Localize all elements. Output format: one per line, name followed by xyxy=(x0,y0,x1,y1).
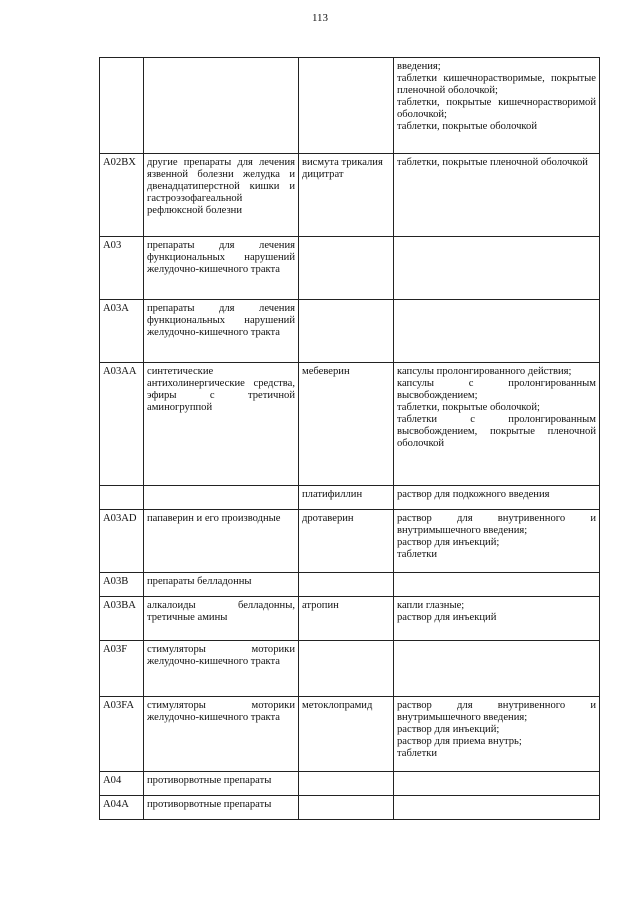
inn-cell xyxy=(299,796,394,820)
forms-cell xyxy=(394,300,600,363)
forms-cell xyxy=(394,237,600,300)
group-cell: препараты для лечения функциональных нарушений желудочно-кишечного тракта xyxy=(144,237,299,300)
code-cell: A03BA xyxy=(100,597,144,641)
group-cell: противорвотные препараты xyxy=(144,796,299,820)
inn-cell xyxy=(299,237,394,300)
inn-cell xyxy=(299,573,394,597)
inn-cell: мебеверин xyxy=(299,363,394,486)
inn-cell xyxy=(299,641,394,697)
forms-cell xyxy=(394,573,600,597)
table-row xyxy=(100,772,600,796)
table-row xyxy=(100,154,600,237)
forms-cell: капсулы пролонгированного действия; капсулы с пролонгированным высвобождением; таблетки, покрытые оболочкой; таблетки с пролонгированным высвобождением, покрытые пленочной оболочкой xyxy=(394,363,600,486)
forms-cell xyxy=(394,641,600,697)
group-cell xyxy=(144,58,299,154)
forms-cell: таблетки, покрытые пленочной оболочкой xyxy=(394,154,600,237)
inn-cell xyxy=(299,772,394,796)
page-number: 113 xyxy=(311,12,329,24)
table-row xyxy=(100,573,600,597)
table-row xyxy=(100,597,600,641)
code-cell: A03 xyxy=(100,237,144,300)
code-cell: A02BX xyxy=(100,154,144,237)
group-cell: противорвотные препараты xyxy=(144,772,299,796)
table-row xyxy=(100,363,600,486)
group-cell: синтетические антихолинергические средства, эфиры с третичной аминогруппой xyxy=(144,363,299,486)
table-body xyxy=(100,58,600,820)
code-cell xyxy=(100,486,144,510)
forms-cell: раствор для подкожного введения xyxy=(394,486,600,510)
inn-cell: висмута трикалия дицитрат xyxy=(299,154,394,237)
inn-cell xyxy=(299,58,394,154)
inn-cell: платифиллин xyxy=(299,486,394,510)
group-cell xyxy=(144,486,299,510)
drug-table xyxy=(99,57,600,820)
code-cell: A03A xyxy=(100,300,144,363)
inn-cell: атропин xyxy=(299,597,394,641)
table-row xyxy=(100,58,600,154)
group-cell: алкалоиды белладонны, третичные амины xyxy=(144,597,299,641)
group-cell: препараты белладонны xyxy=(144,573,299,597)
code-cell: A03B xyxy=(100,573,144,597)
table-row xyxy=(100,510,600,573)
forms-cell xyxy=(394,796,600,820)
forms-cell: раствор для внутривенного и внутримышечного введения; раствор для инъекций; таблетки xyxy=(394,510,600,573)
table-row xyxy=(100,641,600,697)
table-row xyxy=(100,486,600,510)
forms-cell: капли глазные; раствор для инъекций xyxy=(394,597,600,641)
code-cell: A03FA xyxy=(100,697,144,772)
inn-cell: метоклопрамид xyxy=(299,697,394,772)
inn-cell xyxy=(299,300,394,363)
table-row xyxy=(100,237,600,300)
group-cell: стимуляторы моторики желудочно-кишечного тракта xyxy=(144,697,299,772)
code-cell: A03F xyxy=(100,641,144,697)
code-cell: A04 xyxy=(100,772,144,796)
forms-cell: раствор для внутривенного и внутримышечного введения; раствор для инъекций; раствор для приема внутрь; таблетки xyxy=(394,697,600,772)
table-row xyxy=(100,300,600,363)
table-row xyxy=(100,796,600,820)
group-cell: папаверин и его производные xyxy=(144,510,299,573)
code-cell xyxy=(100,58,144,154)
forms-cell xyxy=(394,772,600,796)
inn-cell: дротаверин xyxy=(299,510,394,573)
code-cell: A03AA xyxy=(100,363,144,486)
group-cell: другие препараты для лечения язвенной болезни желудка и двенадцатиперстной кишки и гастроэзофагеальной рефлюксной болезни xyxy=(144,154,299,237)
group-cell: препараты для лечения функциональных нарушений желудочно-кишечного тракта xyxy=(144,300,299,363)
group-cell: стимуляторы моторики желудочно-кишечного тракта xyxy=(144,641,299,697)
forms-cell: введения; таблетки кишечнорастворимые, покрытые пленочной оболочкой; таблетки, покрытые кишечнорастворимой оболочкой; таблетки, покрытые оболочкой xyxy=(394,58,600,154)
code-cell: A03AD xyxy=(100,510,144,573)
code-cell: A04A xyxy=(100,796,144,820)
table-row xyxy=(100,697,600,772)
